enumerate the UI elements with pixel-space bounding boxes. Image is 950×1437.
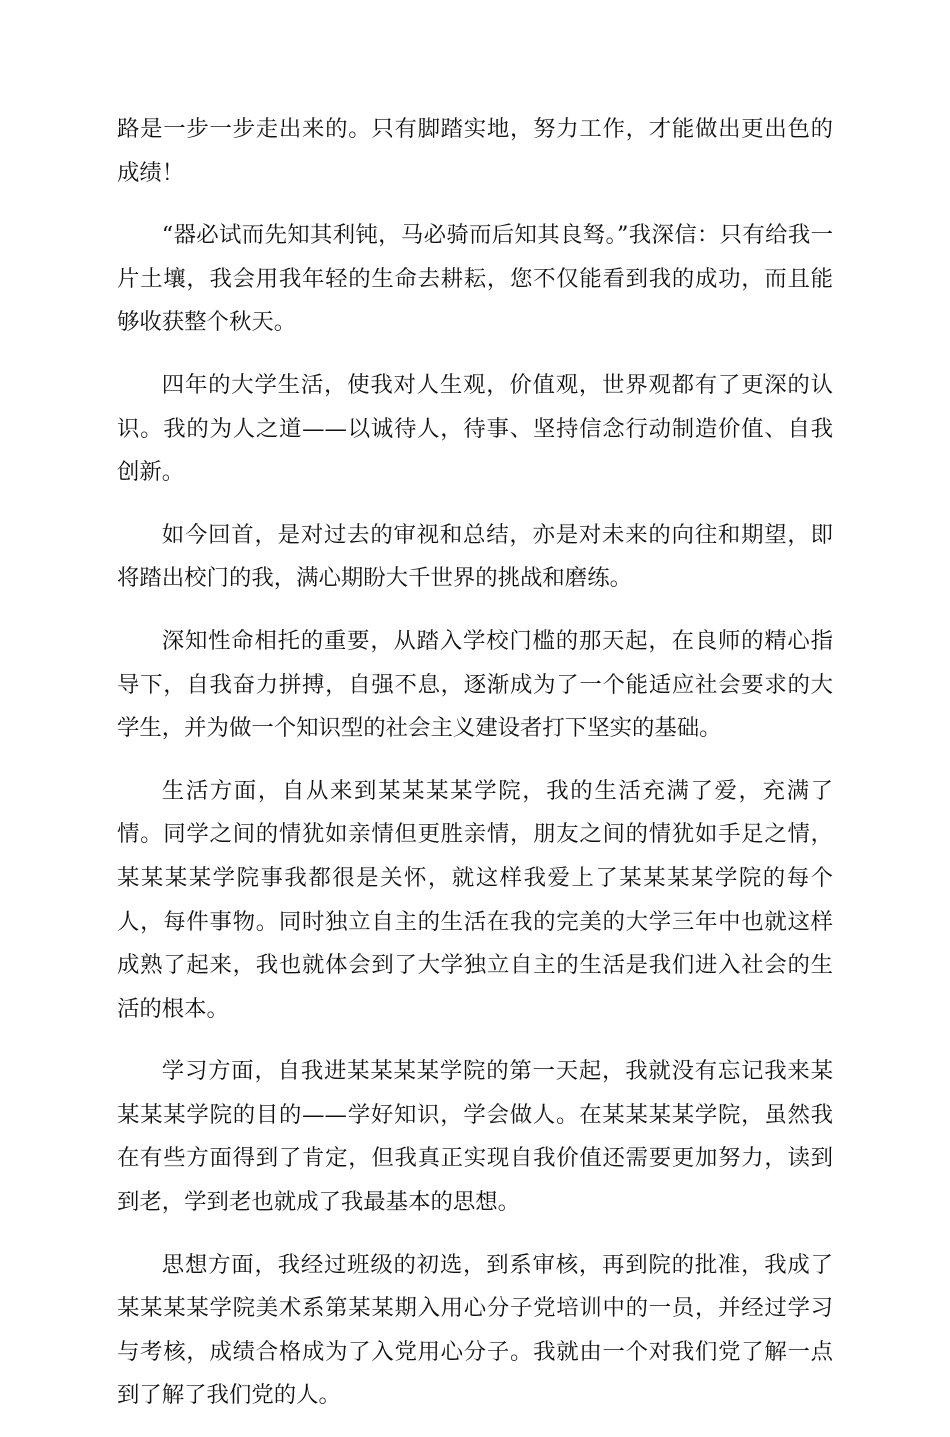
paragraph-5: 深知性命相托的重要，从踏入学校门槛的那天起，在良师的精心指导下，自我奋力拼搏，自强不息，逐渐成为了一个能适应社会要求的大学生，并为做一个知识型的社会主义建设者打下坚实的基础。 [117,627,833,742]
paragraph-7: 学习方面，自我进某某某某学院的第一天起，我就没有忘记我来某某某某学院的目的——学好知识，学会做人。在某某某某学院，虽然我在有些方面得到了肯定，但我真正实现自我价值还需要更加努力，读到到老，学到老也就成了我最基本的思想。 [117,1058,833,1216]
paragraph-8: 思想方面，我经过班级的初选，到系审核，再到院的批准，我成了某某某某学院美术系第某某期入用心分子党培训中的一员，并经过学习与考核，成绩合格成为了入党用心分子。我就由一个对我们党了解一点到了解了我们党的人。 [117,1251,833,1409]
document-body [117,108,833,1437]
paragraph-3: 四年的大学生活，使我对人生观，价值观，世界观都有了更深的认识。我的为人之道——以诚待人，待事、坚持信念行动制造价值、自我创新。 [117,371,833,486]
paragraph-1: 路是一步一步走出来的。只有脚踏实地，努力工作，才能做出更出色的成绩！ [117,116,833,186]
paragraph-4: 如今回首，是对过去的审视和总结，亦是对未来的向往和期望，即将踏出校门的我，满心期盼大千世界的挑战和磨练。 [117,521,833,592]
paragraph-6: 生活方面，自从来到某某某某学院，我的生活充满了爱，充满了情。同学之间的情犹如亲情但更胜亲情，朋友之间的情犹如手足之情，某某某某学院事我都很是关怀，就这样我爱上了某某某某学院的每个人，每件事物。同时独立自主的生活在我的完美的大学三年中也就这样成熟了起来，我也就体会到了大学独立自主的生活是我们进入社会的生活的根本。 [117,777,833,1022]
paragraph-2: “器必试而先知其利钝，马必骑而后知其良驽。”我深信：只有给我一片土壤，我会用我年轻的生命去耕耘，您不仅能看到我的成功，而且能够收获整个秋天。 [117,222,833,336]
